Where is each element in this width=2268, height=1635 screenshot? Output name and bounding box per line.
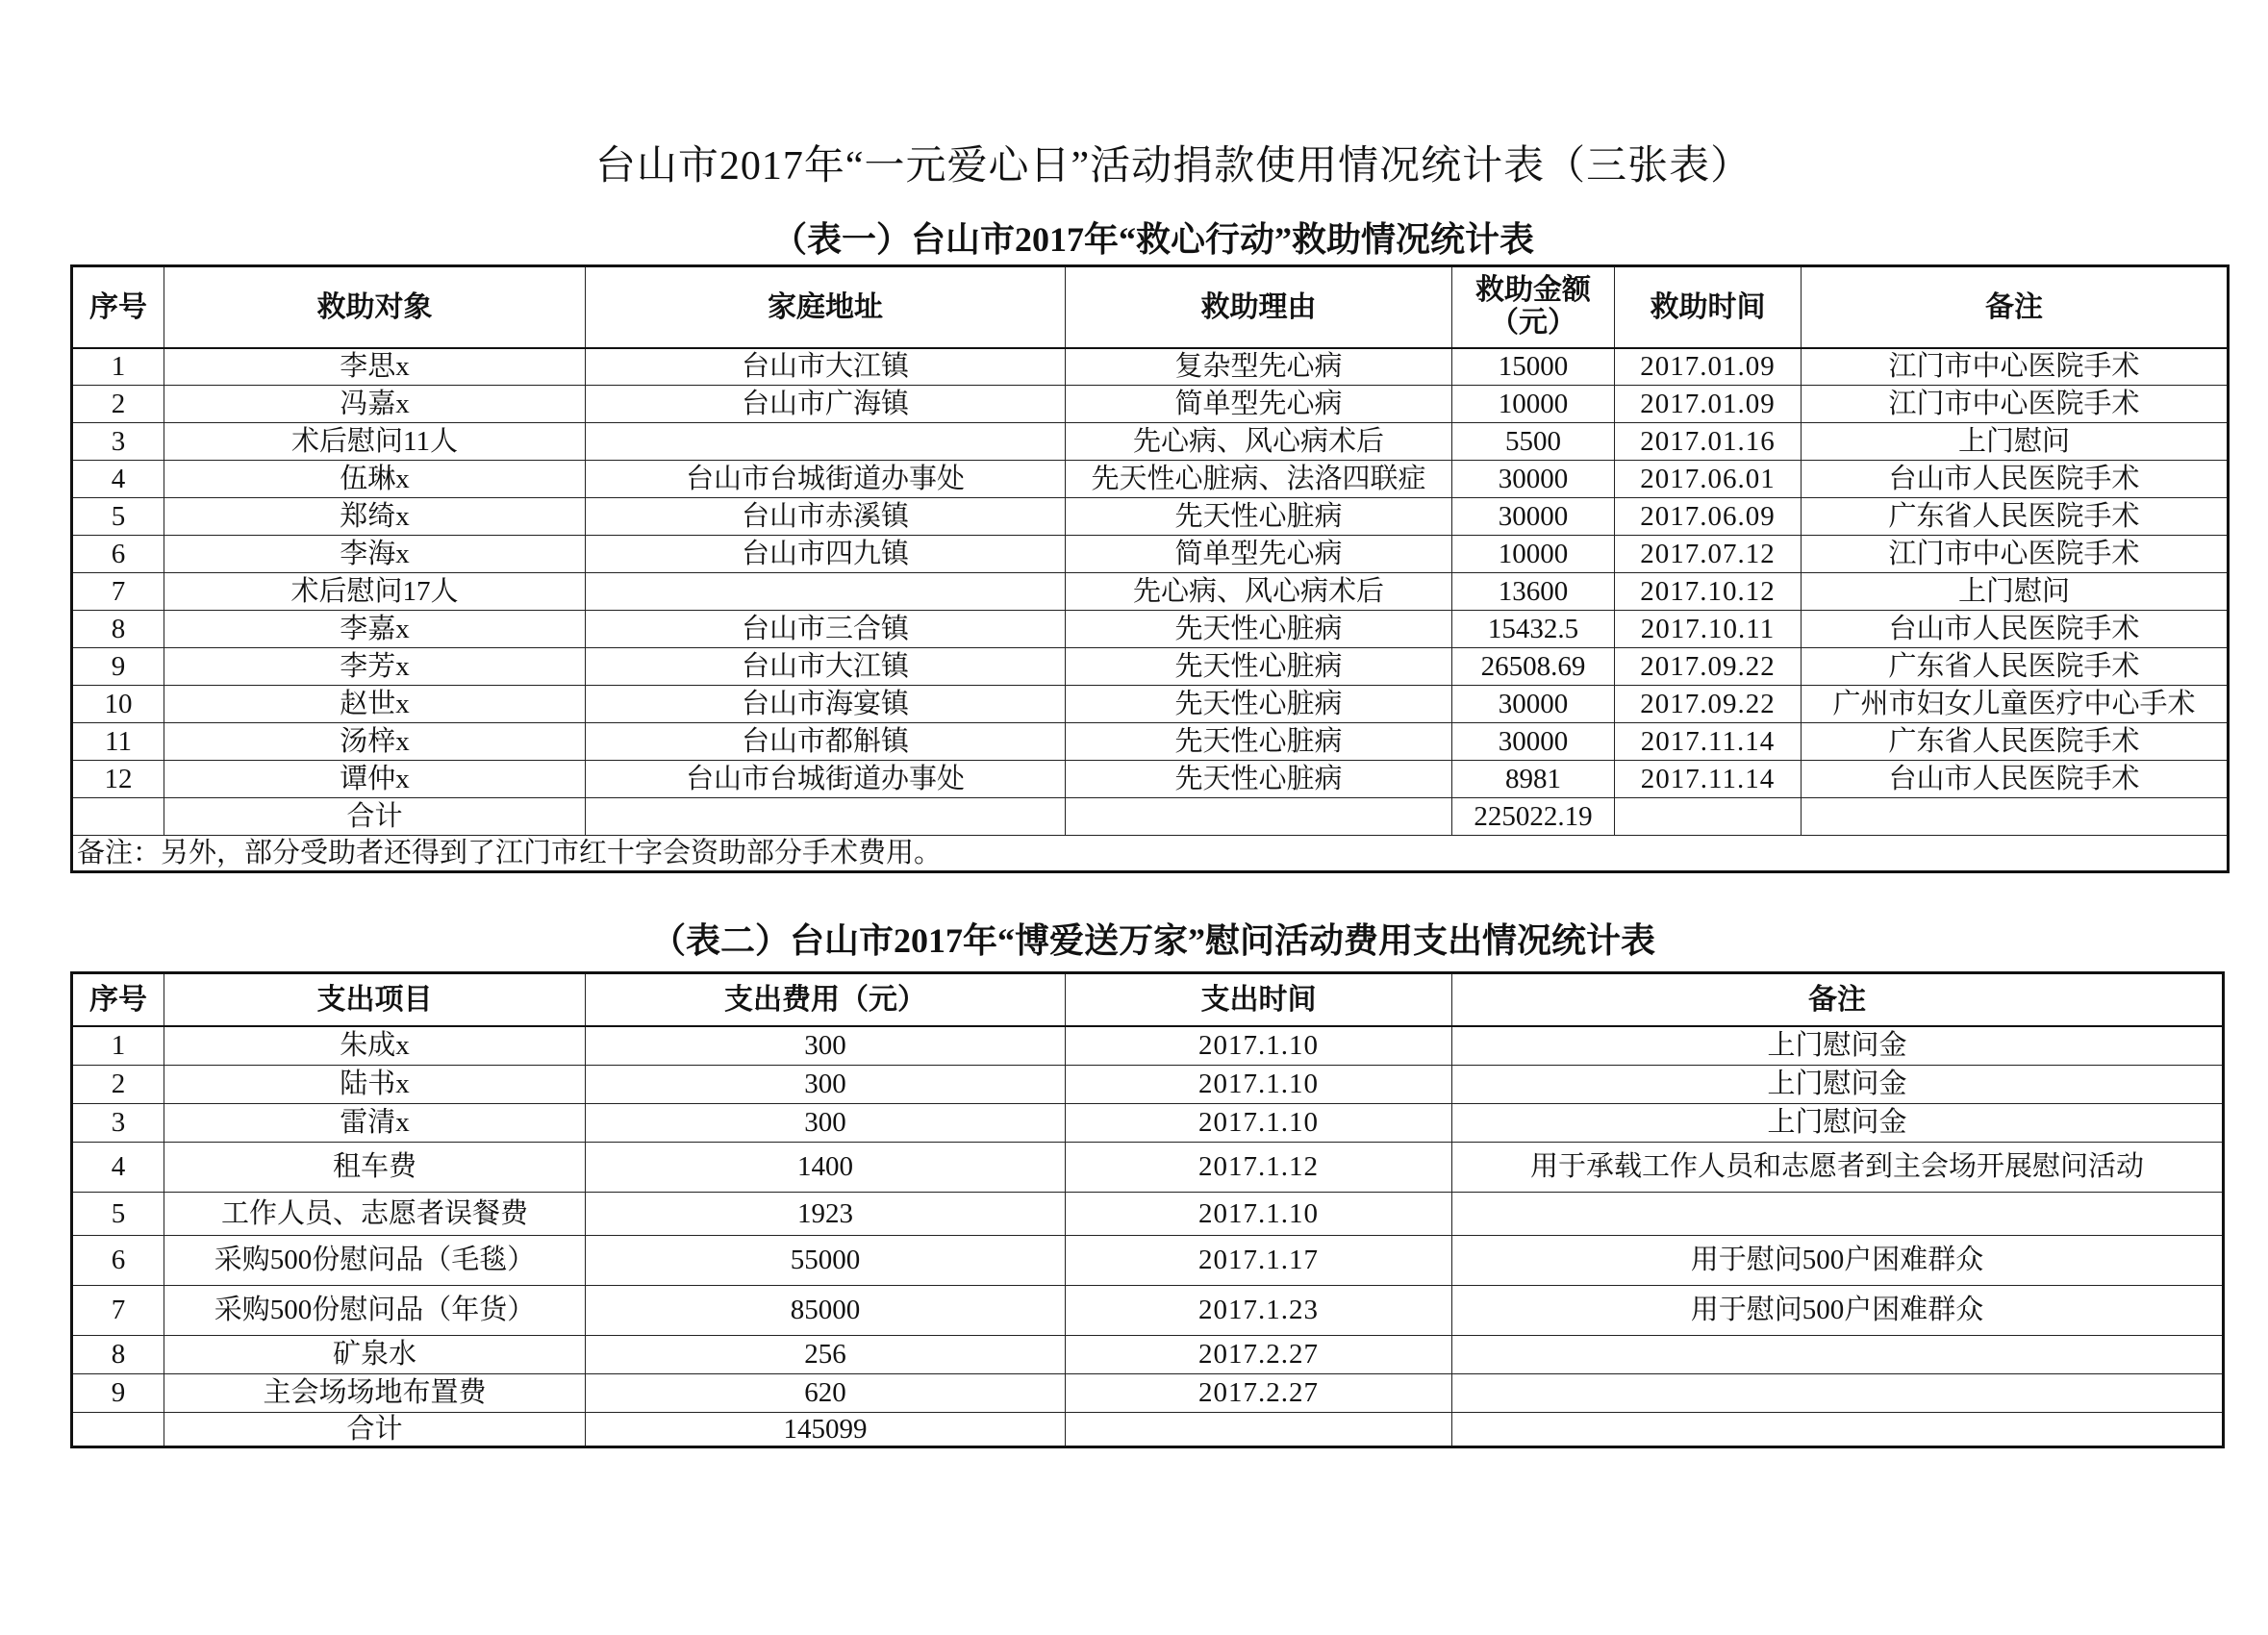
table1-cell-name: 冯嘉x <box>164 386 586 423</box>
table1-cell-reason: 先天性心脏病、法洛四联症 <box>1066 461 1452 498</box>
table1-cell-name: 李思x <box>164 348 586 386</box>
table1-cell-address: 台山市台城街道办事处 <box>586 461 1066 498</box>
table2-cell-item: 工作人员、志愿者误餐费 <box>164 1193 586 1236</box>
table2-cell-item: 主会场场地布置费 <box>164 1374 586 1413</box>
table2-cell-date: 2017.1.23 <box>1066 1286 1452 1336</box>
table1-cell-name: 谭仲x <box>164 761 586 798</box>
table1-header-date: 救助时间 <box>1615 266 1802 348</box>
table1-cell-address: 台山市海宴镇 <box>586 686 1066 723</box>
table1-cell-no: 1 <box>72 348 164 386</box>
table1-cell-no: 3 <box>72 423 164 461</box>
table2-cell-remark: 上门慰问金 <box>1452 1026 2224 1066</box>
table1-cell-date: 2017.07.12 <box>1615 536 1802 573</box>
document-title: 台山市2017年“一元爱心日”活动捐款使用情况统计表（三张表） <box>594 144 1752 189</box>
table1-cell-address <box>586 423 1066 461</box>
table2-row <box>72 1286 2224 1336</box>
table1-cell-no: 6 <box>72 536 164 573</box>
table1-cell-date: 2017.01.16 <box>1615 423 1802 461</box>
table1-cell-reason: 先心病、风心病术后 <box>1066 423 1452 461</box>
table1-header-name: 救助对象 <box>164 266 586 348</box>
table1-cell-remark: 广东省人民医院手术 <box>1802 648 2229 686</box>
table2-cell-item: 租车费 <box>164 1143 586 1193</box>
table2-row <box>72 1374 2224 1413</box>
table1-cell-remark: 上门慰问 <box>1802 423 2229 461</box>
table1-row <box>72 648 2229 686</box>
table1-cell-amount: 10000 <box>1452 536 1615 573</box>
expense-statistics-table <box>70 971 2225 1448</box>
table1-cell-remark: 广东省人民医院手术 <box>1802 723 2229 761</box>
table1-cell-amount: 5500 <box>1452 423 1615 461</box>
table1-cell-remark: 上门慰问 <box>1802 573 2229 611</box>
table2-header-date: 支出时间 <box>1066 973 1452 1026</box>
table1-row <box>72 423 2229 461</box>
table1-cell-date: 2017.01.09 <box>1615 386 1802 423</box>
table1-header-no: 序号 <box>72 266 164 348</box>
table2-cell-date: 2017.1.10 <box>1066 1104 1452 1143</box>
table1-note: 备注：另外，部分受助者还得到了江门市红十字会资助部分手术费用。 <box>72 836 2229 872</box>
table1-cell-reason: 简单型先心病 <box>1066 536 1452 573</box>
table1-cell-date: 2017.01.09 <box>1615 348 1802 386</box>
table1-cell-reason: 复杂型先心病 <box>1066 348 1452 386</box>
table1-cell-name: 汤梓x <box>164 723 586 761</box>
table1-cell-no: 2 <box>72 386 164 423</box>
table1-cell-amount: 15432.5 <box>1452 611 1615 648</box>
table2-row <box>72 1336 2224 1374</box>
table2-cell-no: 4 <box>72 1143 164 1193</box>
table2-cell-date: 2017.1.10 <box>1066 1066 1452 1104</box>
table1-cell-address <box>586 573 1066 611</box>
rescue-statistics-table <box>70 264 2230 873</box>
table2-total-row <box>72 1413 2224 1447</box>
table1-cell-remark: 江门市中心医院手术 <box>1802 536 2229 573</box>
table1-cell-date: 2017.06.01 <box>1615 461 1802 498</box>
table2-row <box>72 1104 2224 1143</box>
table1-cell-name: 李芳x <box>164 648 586 686</box>
table1-body <box>72 348 2229 836</box>
table1-row <box>72 348 2229 386</box>
table1-cell-date: 2017.10.11 <box>1615 611 1802 648</box>
table2-cell-cost: 145099 <box>586 1413 1066 1447</box>
table2-row <box>72 1026 2224 1066</box>
table2-cell-no: 2 <box>72 1066 164 1104</box>
table2-cell-no <box>72 1413 164 1447</box>
table2-header-no: 序号 <box>72 973 164 1026</box>
table2-cell-item: 陆书x <box>164 1066 586 1104</box>
table1-cell-no: 11 <box>72 723 164 761</box>
table2-cell-date: 2017.2.27 <box>1066 1336 1452 1374</box>
table2-body <box>72 1026 2224 1447</box>
table1-cell-amount: 13600 <box>1452 573 1615 611</box>
table1-cell-address: 台山市广海镇 <box>586 386 1066 423</box>
table1-cell-address: 台山市赤溪镇 <box>586 498 1066 536</box>
table1-cell-remark: 广州市妇女儿童医疗中心手术 <box>1802 686 2229 723</box>
table2-row <box>72 1193 2224 1236</box>
table2-cell-date: 2017.1.17 <box>1066 1236 1452 1286</box>
table2-cell-item: 朱成x <box>164 1026 586 1066</box>
table1-cell-address: 台山市大江镇 <box>586 648 1066 686</box>
table2-cell-date: 2017.2.27 <box>1066 1374 1452 1413</box>
table1-total-row <box>72 798 2229 836</box>
table1-cell-no: 7 <box>72 573 164 611</box>
table2-cell-item: 采购500份慰问品（毛毯） <box>164 1236 586 1286</box>
table2-cell-cost: 256 <box>586 1336 1066 1374</box>
table1-row <box>72 498 2229 536</box>
table2-cell-remark <box>1452 1413 2224 1447</box>
table1-cell-name: 术后慰问17人 <box>164 573 586 611</box>
table2-header-remark: 备注 <box>1452 973 2224 1026</box>
table1-cell-reason: 先天性心脏病 <box>1066 611 1452 648</box>
table1-cell-name: 李海x <box>164 536 586 573</box>
table1-row <box>72 386 2229 423</box>
table1-header-remark: 备注 <box>1802 266 2229 348</box>
table1-cell-date: 2017.09.22 <box>1615 648 1802 686</box>
table2-header-cost: 支出费用（元） <box>586 973 1066 1026</box>
table1-cell-name: 术后慰问11人 <box>164 423 586 461</box>
table1-row <box>72 461 2229 498</box>
table1-cell-reason: 先天性心脏病 <box>1066 686 1452 723</box>
table1-header-reason: 救助理由 <box>1066 266 1452 348</box>
table1-cell-remark <box>1802 798 2229 836</box>
table1-cell-amount: 30000 <box>1452 686 1615 723</box>
table2-cell-cost: 300 <box>586 1026 1066 1066</box>
table2-cell-no: 1 <box>72 1026 164 1066</box>
table1-note-row <box>72 836 2229 872</box>
table2-row <box>72 1143 2224 1193</box>
table2-cell-remark: 上门慰问金 <box>1452 1066 2224 1104</box>
table2-cell-item: 矿泉水 <box>164 1336 586 1374</box>
table1-cell-amount: 30000 <box>1452 723 1615 761</box>
table2-cell-cost: 1923 <box>586 1193 1066 1236</box>
table2-cell-item: 采购500份慰问品（年货） <box>164 1286 586 1336</box>
table2-cell-no: 7 <box>72 1286 164 1336</box>
table1-header-address: 家庭地址 <box>586 266 1066 348</box>
table2-cell-remark: 用于慰问500户困难群众 <box>1452 1286 2224 1336</box>
table2-cell-cost: 55000 <box>586 1236 1066 1286</box>
table1-cell-no: 9 <box>72 648 164 686</box>
table1-cell-amount: 8981 <box>1452 761 1615 798</box>
table2-cell-no: 8 <box>72 1336 164 1374</box>
table2-row <box>72 1066 2224 1104</box>
table2-cell-cost: 620 <box>586 1374 1066 1413</box>
table1-caption: （表一）台山市2017年“救心行动”救助情况统计表 <box>771 220 1534 259</box>
table2-cell-cost: 1400 <box>586 1143 1066 1193</box>
table1-cell-address: 台山市三合镇 <box>586 611 1066 648</box>
table2-cell-remark: 用于承载工作人员和志愿者到主会场开展慰问活动 <box>1452 1143 2224 1193</box>
table2-cell-date: 2017.1.10 <box>1066 1193 1452 1236</box>
table1-cell-reason <box>1066 798 1452 836</box>
table1-header-amount-line2: （元） <box>1490 307 1576 340</box>
table1-row <box>72 611 2229 648</box>
table1-cell-address: 台山市台城街道办事处 <box>586 761 1066 798</box>
table1-cell-name: 赵世x <box>164 686 586 723</box>
table2-cell-date: 2017.1.10 <box>1066 1026 1452 1066</box>
table1-cell-name: 郑绮x <box>164 498 586 536</box>
table2-cell-cost: 300 <box>586 1066 1066 1104</box>
table1-cell-remark: 江门市中心医院手术 <box>1802 386 2229 423</box>
table1-cell-reason: 先天性心脏病 <box>1066 648 1452 686</box>
table1-cell-no: 5 <box>72 498 164 536</box>
table1-cell-date: 2017.11.14 <box>1615 723 1802 761</box>
table1-cell-date: 2017.10.12 <box>1615 573 1802 611</box>
table2-cell-remark: 用于慰问500户困难群众 <box>1452 1236 2224 1286</box>
table1-header-row <box>72 266 2229 348</box>
table2-header-row <box>72 973 2224 1026</box>
table1-row <box>72 686 2229 723</box>
table1-row <box>72 536 2229 573</box>
table1-cell-amount: 10000 <box>1452 386 1615 423</box>
table1-cell-reason: 先天性心脏病 <box>1066 761 1452 798</box>
table1-cell-remark: 江门市中心医院手术 <box>1802 348 2229 386</box>
table1-cell-no: 4 <box>72 461 164 498</box>
table1-row <box>72 761 2229 798</box>
table1-header-amount <box>1452 266 1615 348</box>
table2-cell-no: 6 <box>72 1236 164 1286</box>
table1-cell-amount: 225022.19 <box>1452 798 1615 836</box>
table1-cell-address: 台山市四九镇 <box>586 536 1066 573</box>
table2-cell-remark <box>1452 1336 2224 1374</box>
table1-cell-remark: 广东省人民医院手术 <box>1802 498 2229 536</box>
table1-cell-address <box>586 798 1066 836</box>
table2-cell-date <box>1066 1413 1452 1447</box>
table2-cell-item: 合计 <box>164 1413 586 1447</box>
table2-cell-no: 5 <box>72 1193 164 1236</box>
table2-cell-cost: 300 <box>586 1104 1066 1143</box>
table1-cell-reason: 先天性心脏病 <box>1066 723 1452 761</box>
table1-cell-date: 2017.11.14 <box>1615 761 1802 798</box>
table1-header-amount-line1: 救助金额 <box>1475 274 1591 307</box>
table1-cell-no: 12 <box>72 761 164 798</box>
table2-cell-remark: 上门慰问金 <box>1452 1104 2224 1143</box>
table1-cell-date <box>1615 798 1802 836</box>
table1-cell-amount: 30000 <box>1452 498 1615 536</box>
table2-caption: （表二）台山市2017年“博爱送万家”慰问活动费用支出情况统计表 <box>650 921 1655 960</box>
table1-cell-address: 台山市大江镇 <box>586 348 1066 386</box>
table1-cell-amount: 30000 <box>1452 461 1615 498</box>
table2-cell-date: 2017.1.12 <box>1066 1143 1452 1193</box>
table1-cell-reason: 先天性心脏病 <box>1066 498 1452 536</box>
table1-cell-no: 10 <box>72 686 164 723</box>
table1-cell-name: 伍琳x <box>164 461 586 498</box>
table2-cell-item: 雷清x <box>164 1104 586 1143</box>
table1-cell-amount: 26508.69 <box>1452 648 1615 686</box>
table1-cell-date: 2017.09.22 <box>1615 686 1802 723</box>
table1-cell-remark: 台山市人民医院手术 <box>1802 611 2229 648</box>
table2-cell-no: 9 <box>72 1374 164 1413</box>
table2-cell-remark <box>1452 1374 2224 1413</box>
table1-cell-name: 合计 <box>164 798 586 836</box>
table1-cell-no: 8 <box>72 611 164 648</box>
table2-row <box>72 1236 2224 1286</box>
table1-cell-reason: 先心病、风心病术后 <box>1066 573 1452 611</box>
table1-cell-no <box>72 798 164 836</box>
table2-header-item: 支出项目 <box>164 973 586 1026</box>
table1-cell-address: 台山市都斛镇 <box>586 723 1066 761</box>
table2-cell-no: 3 <box>72 1104 164 1143</box>
table1-cell-date: 2017.06.09 <box>1615 498 1802 536</box>
table1-cell-amount: 15000 <box>1452 348 1615 386</box>
table1-row <box>72 723 2229 761</box>
table1-cell-reason: 简单型先心病 <box>1066 386 1452 423</box>
table2-cell-cost: 85000 <box>586 1286 1066 1336</box>
table1-cell-remark: 台山市人民医院手术 <box>1802 761 2229 798</box>
table2-cell-remark <box>1452 1193 2224 1236</box>
table1-row <box>72 573 2229 611</box>
table1-cell-name: 李嘉x <box>164 611 586 648</box>
table1-cell-remark: 台山市人民医院手术 <box>1802 461 2229 498</box>
